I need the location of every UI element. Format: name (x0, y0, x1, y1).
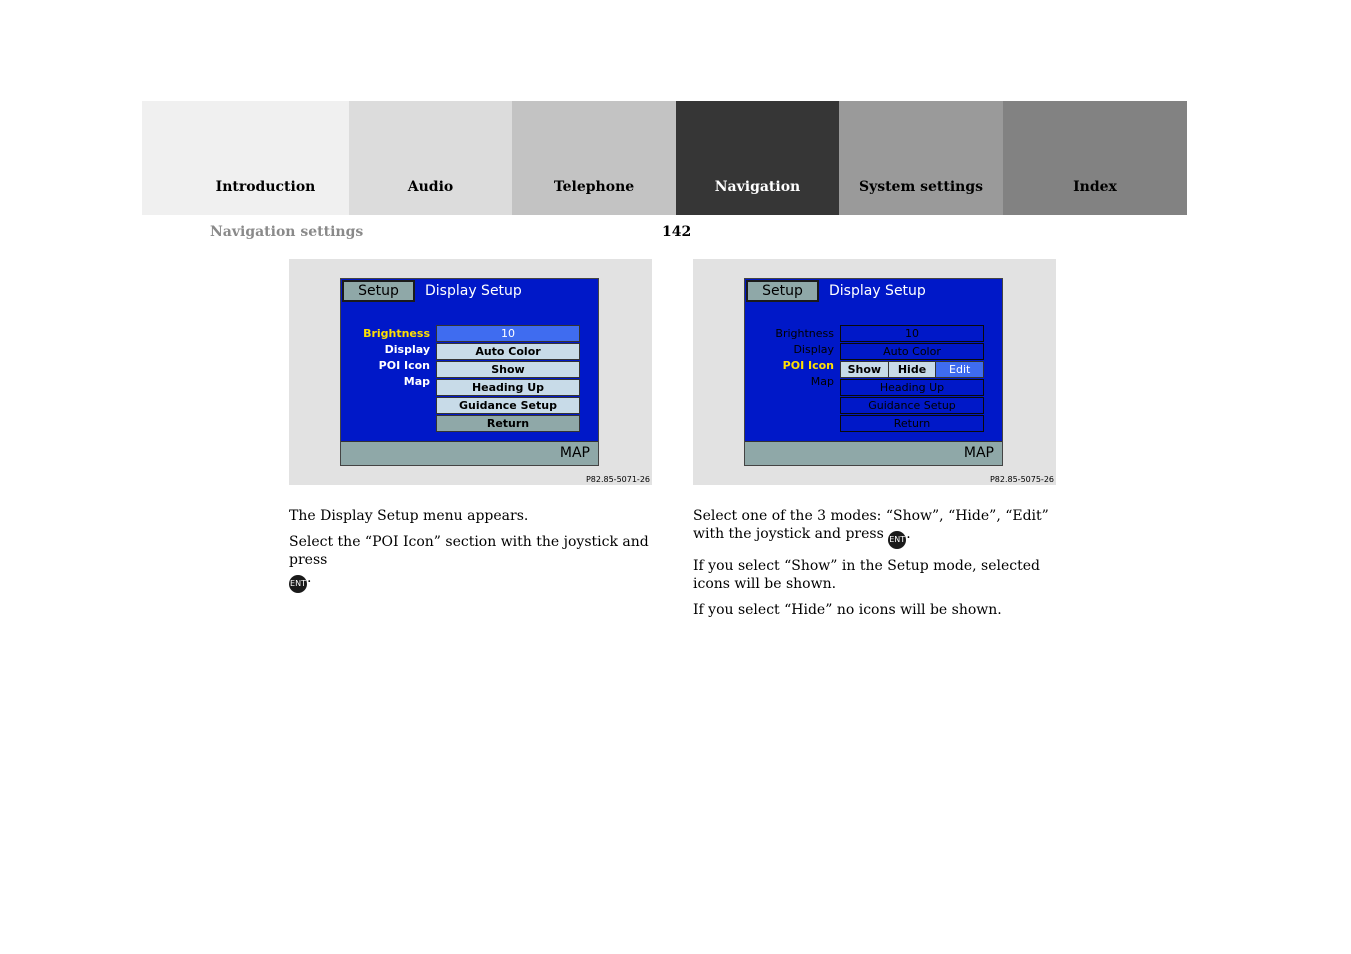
screen-title: Display Setup (829, 283, 926, 299)
left-text (289, 507, 654, 601)
option-map: Heading Up (436, 379, 580, 396)
paragraph: If you select “Hide” no icons will be shown. (693, 602, 1002, 618)
paragraph-text: Select the “POI Icon” section with the joystick and press (289, 534, 649, 568)
option-brightness: 10 (840, 325, 984, 342)
paragraph-end: . (906, 526, 911, 542)
option-brightness: 10 (436, 325, 580, 342)
paragraph-text: Select one of the 3 modes: “Show”, “Hide”, “Edit” with the joystick and press (693, 508, 1049, 542)
mode-show: Show (841, 362, 889, 377)
option-guidance-setup: Guidance Setup (436, 397, 580, 414)
label-map: Map (403, 375, 430, 388)
option-display: Auto Color (436, 343, 580, 360)
figure-display-setup (289, 259, 652, 485)
option-guidance-setup: Guidance Setup (840, 397, 984, 414)
figure-code: P82.85-5071-26 (585, 475, 650, 484)
paragraph-end: . (307, 570, 312, 586)
tab-introduction[interactable]: Introduction (142, 101, 349, 215)
ent-button-icon: ENT (888, 531, 906, 549)
tab-system-settings[interactable]: System settings (839, 101, 1003, 215)
screen (340, 278, 599, 466)
paragraph (289, 533, 654, 593)
map-bar (745, 441, 1002, 465)
option-poi-icon: Show (436, 361, 580, 378)
label-brightness: Brightness (775, 327, 834, 340)
map-label: MAP (963, 445, 994, 461)
label-poi-icon: POI Icon (782, 359, 834, 372)
screen-title: Display Setup (425, 283, 522, 299)
tab-audio[interactable]: Audio (349, 101, 512, 215)
label-brightness: Brightness (363, 327, 430, 340)
label-map: Map (810, 375, 834, 388)
label-display: Display (384, 343, 430, 356)
menu-labels (363, 326, 430, 390)
setup-tab: Setup (746, 280, 819, 302)
figure-poi-icon-modes (693, 259, 1056, 485)
paragraph: The Display Setup menu appears. (289, 508, 529, 524)
option-return: Return (840, 415, 984, 432)
screen (744, 278, 1003, 466)
map-bar (341, 441, 598, 465)
figure-code: P82.85-5075-26 (989, 475, 1054, 484)
menu-labels (775, 326, 834, 390)
map-label: MAP (559, 445, 590, 461)
option-display: Auto Color (840, 343, 984, 360)
tab-index[interactable]: Index (1003, 101, 1187, 215)
poi-mode-selector (840, 361, 984, 378)
paragraph: If you select “Show” in the Setup mode, selected icons will be shown. (693, 558, 1040, 592)
chapter-tabs (142, 101, 1187, 215)
label-poi-icon: POI Icon (378, 359, 430, 372)
tab-telephone[interactable]: Telephone (512, 101, 676, 215)
option-map: Heading Up (840, 379, 984, 396)
menu-options (840, 325, 984, 433)
label-display: Display (793, 343, 834, 356)
right-text (693, 507, 1058, 627)
ent-button-icon: ENT (289, 575, 307, 593)
menu-options (436, 325, 580, 433)
page-number: 142 (662, 224, 692, 240)
section-title: Navigation settings (210, 224, 364, 240)
tab-navigation[interactable]: Navigation (676, 101, 839, 215)
setup-tab: Setup (342, 280, 415, 302)
mode-edit: Edit (936, 362, 983, 377)
option-return: Return (436, 415, 580, 432)
mode-hide: Hide (889, 362, 937, 377)
paragraph (693, 507, 1058, 549)
